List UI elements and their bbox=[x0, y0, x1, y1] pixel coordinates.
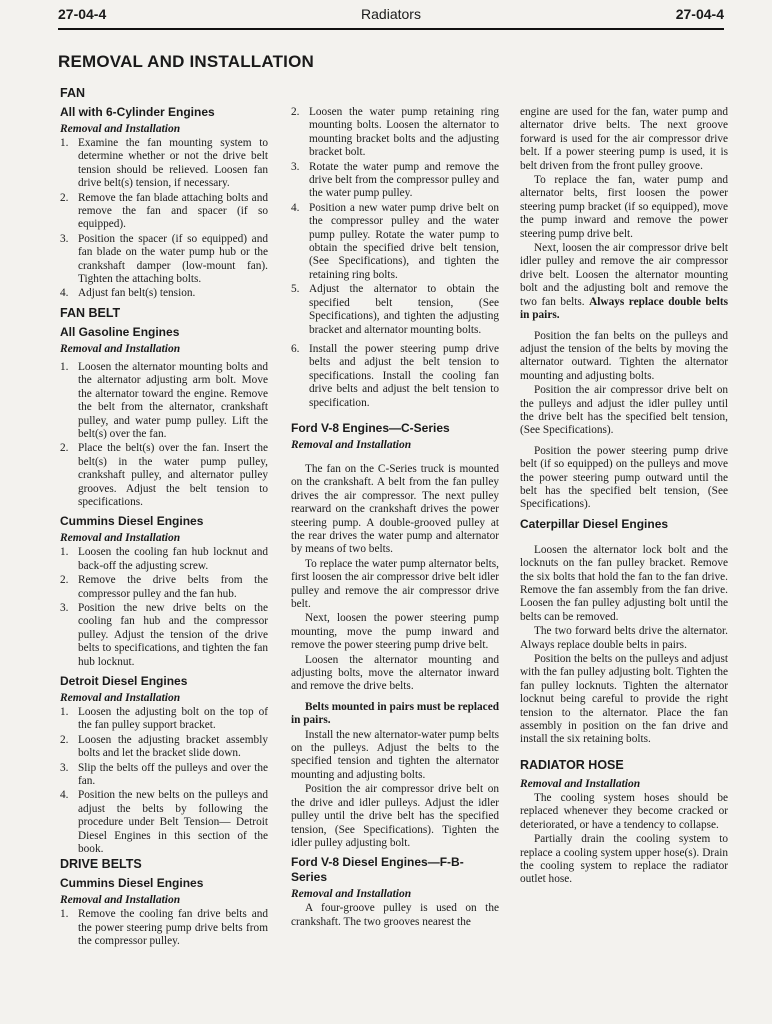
step-item: 4. Adjust fan belt(s) tension. bbox=[60, 287, 196, 300]
warning-text: Always replace double belts in pairs. bbox=[520, 295, 728, 322]
step-item: 4. Position a new water pump drive belt on the compressor pulley and the water pump pulley. Rotate the water pump to obtain the specified drive belt tension, (See Specifications), and tighten the retaining ring bolts. bbox=[291, 201, 499, 281]
step-item: 2. Remove the fan blade attaching bolts and remove the fan and spacer (if so equipped). bbox=[60, 191, 268, 231]
step-item: 3. Position the spacer (if so equipped) and fan blade on the water pump hub or the crankshaft damper (low-mount fan). Tighten the attaching bolts. bbox=[60, 232, 268, 286]
paragraph: The two forward belts drive the alternator. Always replace double belts in pairs. bbox=[520, 625, 728, 651]
page-number-left: 27-04-4 bbox=[58, 6, 107, 22]
paragraph: Position the air compressor drive belt on the pulleys and adjust the idler pulley until the drive belt has the specified belt tension, (See Specifications). bbox=[520, 384, 728, 437]
subheading-caterpillar: Caterpillar Diesel Engines bbox=[520, 516, 669, 531]
paragraph: Install the new alternator-water pump belts on the pulleys. Adjust the belts to the specified tension and tighten the alternator mounting and adjusting bolts. bbox=[291, 728, 499, 781]
header-rule bbox=[58, 28, 724, 30]
column-1 bbox=[60, 86, 268, 950]
subheading-detroit: Detroit Diesel Engines bbox=[60, 674, 188, 688]
procedure-heading: Removal and Installation bbox=[291, 888, 412, 901]
paragraph: Partially drain the cooling system to replace a cooling system upper hose(s). Drain the cooling system to replace the radiator outlet hose. bbox=[520, 833, 728, 886]
paragraph: The cooling system hoses should be replaced whenever they become cracked or deteriorated, or have a tendency to collapse. bbox=[520, 791, 728, 831]
subheading-cummins-2: Cummins Diesel Engines bbox=[60, 876, 204, 891]
paragraph: Next, loosen the air compressor drive belt idler pulley and remove the air compressor drive belt. Loosen the alternator mounting bolt and the adjusting bolt and remove the two fan belts. Always replace double belts in pairs. bbox=[520, 242, 728, 322]
subheading-gasoline: All Gasoline Engines bbox=[60, 324, 180, 339]
section-heading-fan: FAN bbox=[60, 86, 85, 100]
subheading-v8-c-series: Ford V-8 Engines—C-Series bbox=[291, 420, 450, 435]
procedure-heading: Removal and Installation bbox=[60, 692, 181, 704]
paragraph: engine are used for the fan, water pump and alternator drive belts. The next groove forward is used for the air compressor drive belt. If a power steering pump is used, it is belt driven from the front pulley groove. bbox=[520, 106, 728, 172]
column-2 bbox=[291, 106, 499, 930]
section-heading-fan-belt: FAN BELT bbox=[60, 305, 121, 320]
page-number-right: 27-04-4 bbox=[675, 6, 724, 22]
procedure-heading: Removal and Installation bbox=[60, 123, 181, 135]
step-list bbox=[60, 706, 268, 856]
procedure-heading: Removal and Installation bbox=[60, 532, 181, 545]
step-item: 2. Loosen the water pump retaining ring mounting bolts. Loosen the alternator to mounting bracket bolts and the adjusting bracket bolt. bbox=[291, 106, 499, 159]
step-list bbox=[60, 546, 268, 669]
step-list bbox=[291, 106, 499, 410]
running-title: Radiators bbox=[361, 6, 421, 22]
subheading-v8-diesel-fb: Ford V-8 Diesel Engines—F-B-Series bbox=[291, 855, 464, 885]
step-item: 6. Install the power steering pump drive belts and adjust the belt tension to specifications. Install the cooling fan drive belts and adjust the belt tension to specification. bbox=[291, 342, 499, 409]
procedure-heading: Removal and Installation bbox=[60, 894, 181, 907]
paragraph: Loosen the alternator lock bolt and the locknuts on the fan pulley bracket. Remove the six bolts that hold the fan to the fan drive. Remove the fan assembly from the fan drive. Loosen the fan pulley adjusting bolt until the belts can be removed. bbox=[520, 543, 728, 623]
step-item: 1. Remove the cooling fan drive belts and the power steering pump drive belts from the compressor pulley. bbox=[60, 908, 268, 948]
paragraph: Position the power steering pump drive belt (if so equipped) on the pulleys and move the power steering pump outward until the belt has the specified belt tension, (See Specifications). bbox=[520, 444, 728, 511]
step-list bbox=[60, 908, 268, 948]
step-item: 1. Loosen the alternator mounting bolts and the alternator adjusting arm bolt. Move the alternator toward the engine. Remove the belt from the alternator, crankshaft pulley, and water pump pulley. Lift the belt(s) over the fan. bbox=[60, 360, 268, 440]
paragraph: Position the air compressor drive belt on the drive and idler pulleys. Adjust the idler pulley until the drive belt has the specified tension, (See Specifications). Tighten the idler pulley adjusting bolt. bbox=[291, 783, 499, 849]
subheading-6cyl: All with 6-Cylinder Engines bbox=[60, 105, 215, 119]
paragraph: To replace the water pump alternator belts, first loosen the air compressor drive belt idler pulley and remove the air compressor drive belt. bbox=[291, 557, 499, 610]
step-item: 3. Rotate the water pump and remove the drive belt from the compressor pulley and the water pump pulley. bbox=[291, 160, 499, 200]
step-item: 3. Slip the belts off the pulleys and over the fan. bbox=[60, 761, 268, 788]
step-item: 5. Adjust the alternator to obtain the specified belt tension, (See Specifications), and tighten the adjusting bracket and alternator mounting bolts. bbox=[291, 283, 499, 336]
step-item: 1. Loosen the adjusting bolt on the top of the fan pulley support bracket. bbox=[60, 706, 268, 732]
page-header bbox=[58, 6, 724, 30]
procedure-heading: Removal and Installation bbox=[520, 777, 641, 790]
procedure-heading: Removal and Installation bbox=[60, 342, 181, 355]
step-item: 1. Loosen the cooling fan hub locknut and back-off the adjusting screw. bbox=[60, 546, 268, 572]
step-item: 3. Position the new drive belts on the cooling fan hub and the compressor pulley. Adjust the tension of the drive belts to specifications, and tighten the fan hub locknut. bbox=[60, 601, 268, 668]
subheading-cummins: Cummins Diesel Engines bbox=[60, 514, 204, 529]
step-item: 1. Examine the fan mounting system to determine whether or not the drive belt tension should be relieved. Loosen fan drive belt(s) tension, if necessary. bbox=[60, 137, 268, 190]
paragraph: The fan on the C-Series truck is mounted on the crankshaft. A belt from the fan pulley drives the air compressor. The next pulley rearward on the crankshaft drives the power steering pump. A double-grooved pulley at the rear drives the water pump and alternator by means of two belts. bbox=[291, 462, 499, 556]
step-item: 2. Loosen the adjusting bracket assembly bolts and let the bracket slide down. bbox=[60, 733, 268, 760]
paragraph: To replace the fan, water pump and alternator belts, first loosen the power steering pump bracket (if so equipped), move the pump inward and remove the power steering pump drive belt. bbox=[520, 174, 728, 240]
paragraph: Next, loosen the power steering pump mounting, move the pump inward and remove the power steering pump drive belt. bbox=[291, 612, 499, 652]
paragraph: A four-groove pulley is used on the crankshaft. The two grooves nearest the bbox=[291, 902, 499, 928]
step-item: 2. Remove the drive belts from the compressor pulley and the fan hub. bbox=[60, 574, 268, 600]
step-list bbox=[60, 361, 268, 509]
paragraph: Position the belts on the pulleys and adjust with the fan pulley adjusting bolt. Tighten the fan pulley locknuts. Tighten the alternator locknut being careful to provide the right tension to the alternator. Place the fan assembly in position on the fan drive and install the six retaining bolts. bbox=[520, 653, 728, 746]
step-item: 2. Place the belt(s) over the fan. Insert the belt(s) in the water pump pulley, crankshaft pulley, and alternator pulley grooves. Adjust the belt tension to specifications. bbox=[60, 442, 268, 508]
page-title: REMOVAL AND INSTALLATION bbox=[58, 52, 315, 71]
paragraph: Loosen the alternator mounting and adjusting bolts, move the alternator inward and remove the drive belts. bbox=[291, 653, 499, 693]
column-3 bbox=[520, 106, 728, 888]
section-heading-drive-belts: DRIVE BELTS bbox=[60, 857, 142, 872]
section-heading-radiator-hose: RADIATOR HOSE bbox=[520, 757, 624, 772]
step-item: 4. Position the new belts on the pulleys and adjust the belts by following the procedure under Belt Tension— Detroit Diesel Engines in this section of the book. bbox=[60, 789, 268, 856]
paragraph: Position the fan belts on the pulleys and adjust the tension of the belts by moving the alternator outward. Tighten the alternator mounting and adjusting bolts. bbox=[520, 329, 728, 382]
warning-paragraph: Belts mounted in pairs must be replaced in pairs. bbox=[291, 700, 499, 727]
procedure-heading: Removal and Installation bbox=[291, 438, 412, 451]
step-list bbox=[60, 137, 268, 301]
